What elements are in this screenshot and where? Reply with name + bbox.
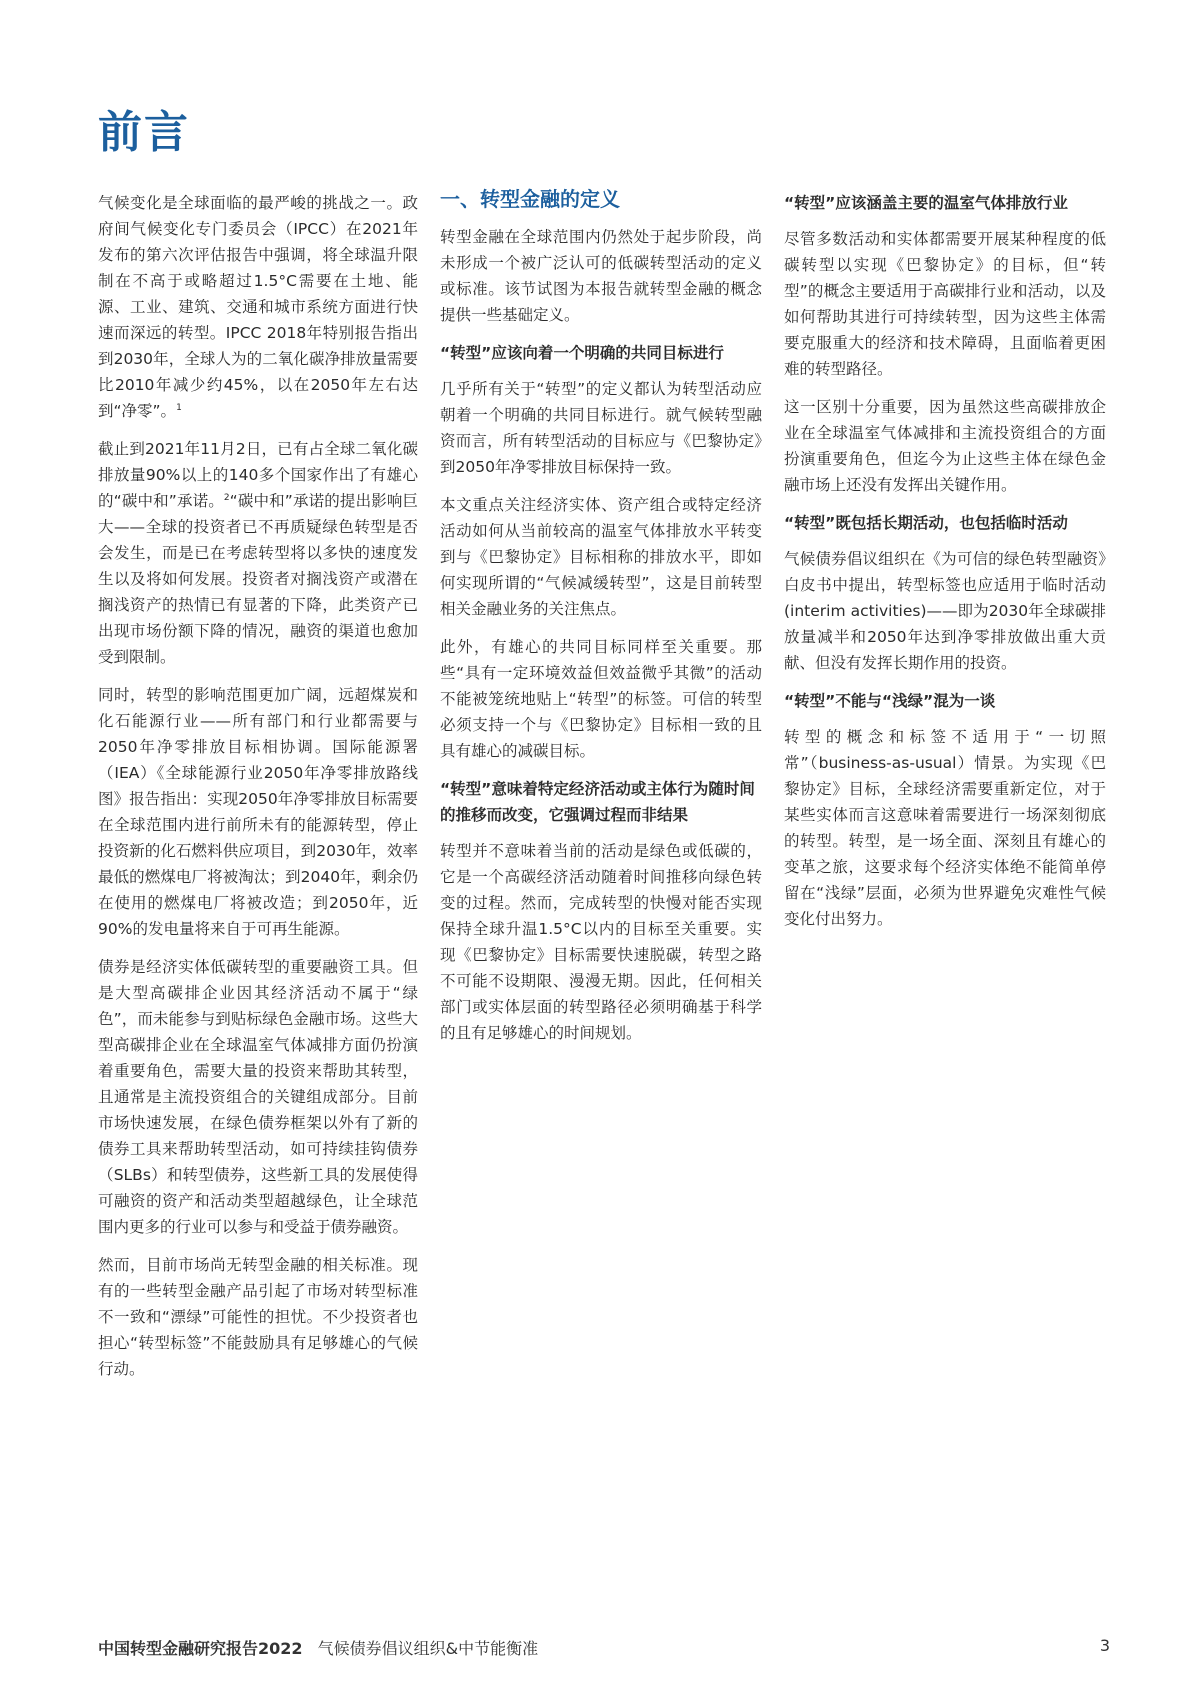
footnote-marker: 2	[223, 492, 230, 503]
sub-heading: “转型”应该涵盖主要的温室气体排放行业	[784, 194, 1068, 212]
paragraph-text: “碳中和”承诺的提出影响巨大——全球的投资者已不再质疑绿色转型是否会发生，而是已在考虑转型将以多快的速度发生以及将如何发展。投资者对搁浅资产或潜在搁浅资产的热情已有显著的下降，此类资产已出现市场份额下降的情况，融资的渠道也愈加受到限制。	[98, 492, 419, 666]
column-right	[784, 190, 1106, 944]
paragraph: 转型并不意味着当前的活动是绿色或低碳的，它是一个高碳经济活动随着时间推移向绿色转变的过程。然而，完成转型的快慢对能否实现保持全球升温1.5°C以内的目标至关重要。实现《巴黎协定》目标需要快速脱碳，转型之路不可能不设期限、漫漫无期。因此，任何相关部门或实体层面的转型路径必须明确基于科学的且有足够雄心的时间规划。	[440, 842, 762, 1042]
paragraph: 气候债券倡议组织在《为可信的绿色转型融资》白皮书中提出，转型标签也应适用于临时活动(interim activities)——即为2030年全球碳排放量减半和2050年达到净零排放做出重大贡献、但没有发挥长期作用的投资。	[784, 550, 1106, 672]
paragraph	[98, 190, 418, 424]
column-left	[98, 190, 418, 1394]
sub-heading: “转型”应该向着一个明确的共同目标进行	[440, 344, 724, 362]
footer-report-title: 中国转型金融研究报告2022	[98, 1639, 303, 1658]
paragraph: 本文重点关注经济实体、资产组合或特定经济活动如何从当前较高的温室气体排放水平转变到与《巴黎协定》目标相称的排放水平，即如何实现所谓的“气候减缓转型”，这是目前转型相关金融业务的关注焦点。	[440, 496, 762, 618]
page-title: 前言	[98, 107, 190, 158]
paragraph: 尽管多数活动和实体都需要开展某种程度的低碳转型以实现《巴黎协定》的目标，但“转型”的概念主要适用于高碳排行业和活动，以及如何帮助其进行可持续转型，因为这些主体需要克服重大的经济和技术障碍，且面临着更困难的转型路径。	[784, 230, 1106, 378]
paragraph	[98, 436, 418, 670]
paragraph: 这一区别十分重要，因为虽然这些高碳排放企业在全球温室气体减排和主流投资组合的方面扮演重要角色，但迄今为止这些主体在绿色金融市场上还没有发挥出关键作用。	[784, 398, 1106, 494]
sub-heading: “转型”意味着特定经济活动或主体行为随时间的推移而改变，它强调过程而非结果	[440, 780, 755, 824]
paragraph: 转型的概念和标签不适用于“一切照常”（business-as-usual）情景。为实现《巴黎协定》目标，全球经济需要重新定位，对于某些实体而言这意味着需要进行一场深刻彻底的转型。转型，是一场全面、深刻且有雄心的变革之旅，这要求每个经济实体绝不能简单停留在“浅绿”层面，必须为世界避免灾难性气候变化付出努力。	[784, 728, 1106, 928]
column-middle	[440, 187, 762, 1058]
paragraph: 然而，目前市场尚无转型金融的相关标准。现有的一些转型金融产品引起了市场对转型标准不一致和“漂绿”可能性的担忧。不少投资者也担心“转型标签”不能鼓励具有足够雄心的气候行动。	[98, 1256, 418, 1378]
footnote-marker: 1	[176, 402, 182, 413]
sub-heading: “转型”不能与“浅绿”混为一谈	[784, 692, 996, 710]
paragraph-text: 气候变化是全球面临的最严峻的挑战之一。政府间气候变化专门委员会（IPCC）在2021年发布的第六次评估报告中强调，将全球温升限制在不高于或略超过1.5°C需要在土地、能源、工业、建筑、交通和城市系统方面进行快速而深远的转型。IPCC 2018年特别报告指出到2030年，全球人为的二氧化碳净排放量需要比2010年减少约45%，以在2050年左右达到“净零”。	[98, 194, 418, 420]
paragraph-text: 截止到2021年11月2日，已有占全球二氧化碳排放量90%以上的140多个国家作出了有雄心的“碳中和”承诺。	[98, 440, 418, 510]
page-number: 3	[1099, 1636, 1110, 1655]
paragraph: 债券是经济实体低碳转型的重要融资工具。但是大型高碳排企业因其经济活动不属于“绿色”，而未能参与到贴标绿色金融市场。这些大型高碳排企业在全球温室气体减排方面仍扮演着重要角色，需要大量的投资来帮助其转型，且通常是主流投资组合的关键组成部分。目前市场快速发展，在绿色债券框架以外有了新的债券工具来帮助转型活动，如可持续挂钩债券（SLBs）和转型债券，这些新工具的发展使得可融资的资产和活动类型超越绿色，让全球范围内更多的行业可以参与和受益于债券融资。	[98, 958, 418, 1236]
paragraph: 转型金融在全球范围内仍然处于起步阶段，尚未形成一个被广泛认可的低碳转型活动的定义或标准。该节试图为本报告就转型金融的概念提供一些基础定义。	[440, 228, 762, 324]
page-footer	[98, 1636, 1110, 1659]
section-heading: 一、转型金融的定义	[440, 187, 620, 211]
paragraph: 几乎所有关于“转型”的定义都认为转型活动应朝着一个明确的共同目标进行。就气候转型融资而言，所有转型活动的目标应与《巴黎协定》到2050年净零排放目标保持一致。	[440, 380, 762, 476]
paragraph: 此外，有雄心的共同目标同样至关重要。那些“具有一定环境效益但效益微乎其微”的活动不能被笼统地贴上“转型”的标签。可信的转型必须支持一个与《巴黎协定》目标相一致的且具有雄心的减碳目标。	[440, 638, 762, 760]
paragraph: 同时，转型的影响范围更加广阔，远超煤炭和化石能源行业——所有部门和行业都需要与2050年净零排放目标相协调。国际能源署（IEA）《全球能源行业2050年净零排放路线图》报告指出：实现2050年净零排放目标需要在全球范围内进行前所未有的能源转型，停止投资新的化石燃料供应项目，到2030年，效率最低的燃煤电厂将被淘汰；到2040年，剩余仍在使用的燃煤电厂将被改造；到2050年，近90%的发电量将来自于可再生能源。	[98, 686, 418, 938]
sub-heading: “转型”既包括长期活动，也包括临时活动	[784, 514, 1068, 532]
footer-organization: 气候债券倡议组织&中节能衡准	[317, 1639, 539, 1658]
